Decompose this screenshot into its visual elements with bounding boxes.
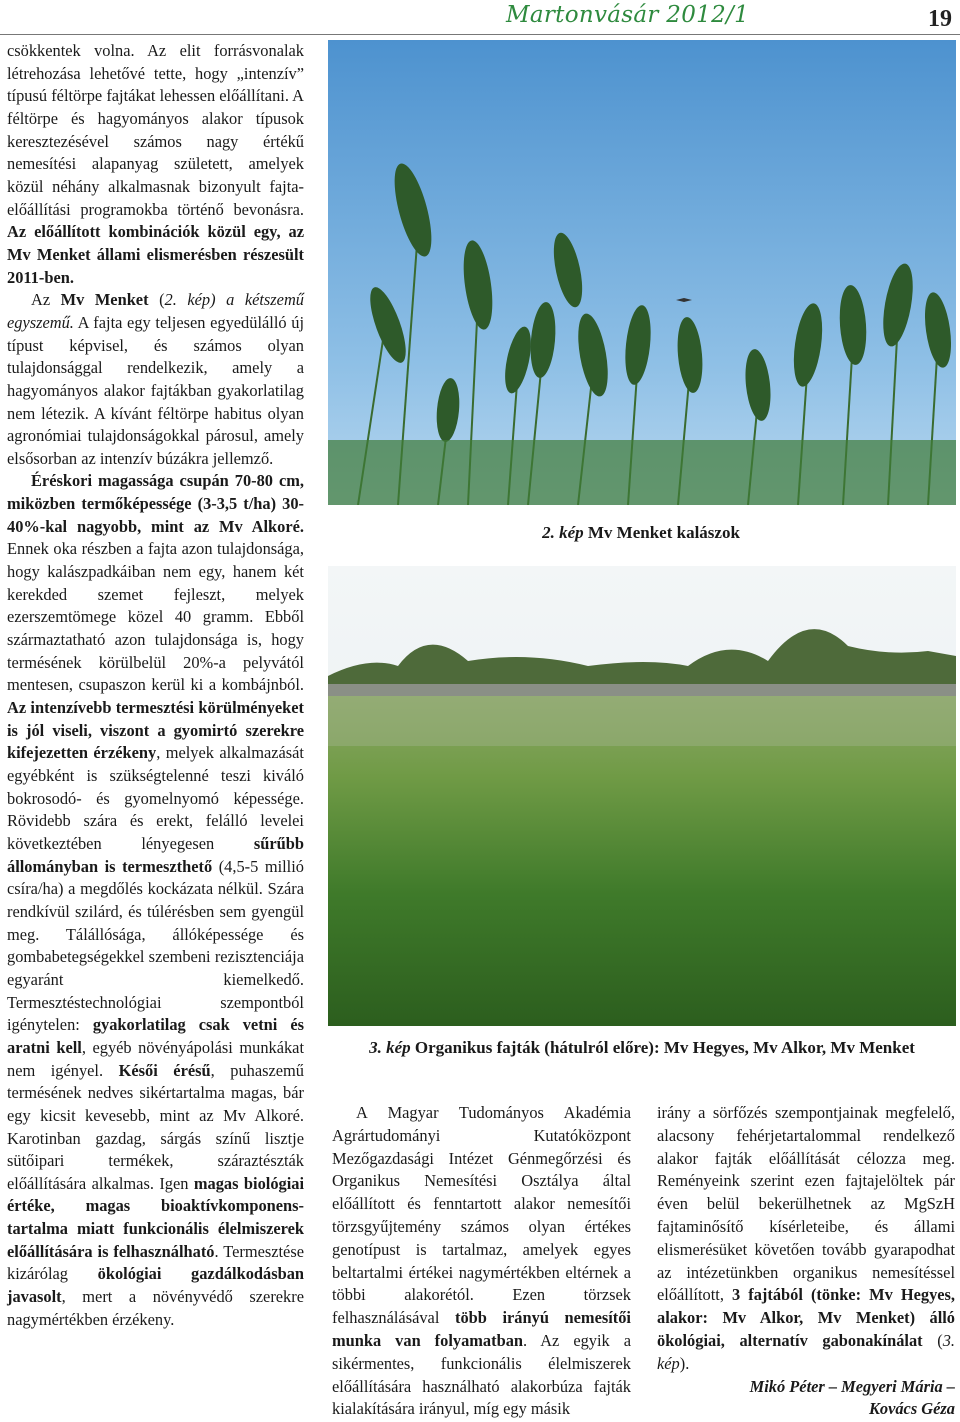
text-run: A Magyar Tudományos Akadémia Agrártudományi Kutatóközpont Mezőgazdasági Intézet Génmegőrzési és Organikus Nemesítési Osztálya által előállított és fenntartott alakor nemesítői törzsgyűjtemény számos olyan értékes genotípust is tartalmaz, amelyek egyes beltartalmi értékei nagymértékben eltérnek a többi alakorétól. Ezen törzsek felhasználásával bbox=[332, 1103, 631, 1328]
header-rule bbox=[0, 34, 960, 35]
wheat-spikes-image bbox=[328, 40, 956, 505]
text-run: (4,5-5 millió csíra/ha) a megdőlés kockázata nélkül. Szára rendkívül szilárd, és túlérésben sem gyengül meg. Tálállósága, állóképessége és gombabetegségekkel szembeni rezisztenciája egyaránt kiemelkedő. Termesztéstechnológiai szempontból igénytelen: bbox=[7, 856, 304, 1035]
text-run: irány a sörfőzés szempontjainak megfelelő, alacsony fehérjetartalommal rendelkező alakor fajták előállítását célozza meg. Reményeink szerint ezen fajtajelöltek pár éven belül bekerülhetnek az MgSzH fajtaminősítő kísérleteibe, és állami elismerésüket követően tovább gyarapodhat az intézetünkben organikus nemesítéssel előállított, bbox=[657, 1103, 955, 1305]
caption-number: 3. kép bbox=[369, 1038, 411, 1057]
magazine-title: Martonvásár 2012/1 bbox=[506, 2, 750, 28]
text-run: ). bbox=[679, 1353, 690, 1373]
bold-run: ökológiai gazdálkodásban javasolt bbox=[7, 1264, 305, 1307]
text-run: ( bbox=[148, 290, 165, 310]
caption-photo-3 bbox=[340, 1036, 944, 1059]
authors-line-1: Mikó Péter – Megyeri Mária – bbox=[749, 1376, 955, 1396]
page-number: 19 bbox=[928, 6, 952, 32]
photo-wheat-spikes bbox=[328, 40, 956, 505]
paragraph-2 bbox=[7, 289, 304, 470]
bold-run: 3 fajtából (tönke: Mv Hegyes, alakor: Mv Alkor, Mv Menket) álló ökológiai, alternatív gabonakínálat bbox=[657, 1285, 956, 1350]
text-run: Ennek oka részben a fajta azon tulajdonsága, hogy kalászpadkáiban nem egy, hanem két kerekded szemet fejleszt, melyek ezerszemtömege közel 40 gramm. Ebből származtatható azon tulajdonsága is, hogy termésének körülbelül 20%-a pelyvától mentesen, csupaszon kerül ki a kombájnból. bbox=[7, 539, 304, 695]
bold-run: Késői érésű bbox=[118, 1060, 211, 1080]
text-run: . Termesztése kizárólag bbox=[7, 1241, 304, 1284]
text-run: , melyek alkalmazását egyébként is szükségtelenné teszi kiváló bokrosodó- és gyomelnyomó képessége. Rövidebb szára és erekt, felálló levelei következtében lényegesen bbox=[7, 743, 304, 853]
text-run: ( bbox=[922, 1330, 943, 1350]
text-run: csökkentek volna. Az elit forrásvonalak létrehozása lehetővé tette, hogy „intenzív” típusú féltörpe fajtákat lehessen előállítani. A féltörpe és hagyományos alakor típusok keresztezésével számos nagy értékű nemesítési alapanyag született, amelyek közül néhány alkalmasnak bizonyult fajta-előállítási programokba történő bevonásra. bbox=[7, 41, 304, 219]
paragraph-1 bbox=[7, 40, 304, 289]
bold-run: Éréskori magassága csupán 70-80 cm, miközben termőképessége (3-3,5 t/ha) 30-40%-kal nagyobb, mint az Mv Alkoré. bbox=[7, 471, 304, 536]
text-run: A fajta egy teljesen egyedülálló új típust képvisel, és számos olyan tulajdonsággal rendelkezik, amely a hagyományos alakor fajtákban gyakorlatilag nem létezik. A kívánt féltörpe habitus olyan agronómiai tulajdonságokkal párosul, amely elsősorban az intenzív búzákra jellemző. bbox=[7, 312, 304, 468]
photo-organic-field bbox=[328, 566, 956, 1026]
bold-run: Az intenzívebb termesztési körülményeket is jól viseli, viszont a gyomirtó szerekre kifejezetten érzékeny bbox=[7, 698, 304, 763]
paragraph-5 bbox=[657, 1102, 955, 1376]
article-column-right bbox=[657, 1102, 955, 1421]
bold-run: több irányú nemesítői munka van folyamatban bbox=[332, 1308, 631, 1350]
italic-run: 3. kép bbox=[657, 1330, 955, 1373]
italic-run: 2. kép) a kétszemű egyszemű. bbox=[7, 290, 304, 332]
text-run: , mert a növényvédő szerekre nagymértékben érzékeny. bbox=[7, 1287, 304, 1329]
bold-run: gyakorlatilag csak vetni és aratni kell bbox=[7, 1015, 304, 1057]
caption-text: Organikus fajták (hátulról előre): Mv Hegyes, Mv Alkor, Mv Menket bbox=[410, 1038, 915, 1057]
bold-run: Mv Menket bbox=[60, 290, 149, 310]
text-run: , egyéb növényápolási munkákat nem igényel. bbox=[7, 1037, 305, 1080]
paragraph-3 bbox=[7, 470, 304, 1331]
caption-text: Mv Menket kalászok bbox=[583, 523, 740, 542]
text-run: , puhaszemű termésének nedves sikértartalma magas, bár egy kicsit kevesebb, mint az Mv Alkoré. Karotinban gazdag, sárgás színű lisztje sütőipari termékek, száraztészták előállítására alkalmas. Igen bbox=[7, 1060, 304, 1193]
bold-run: sűrűbb állományban is termeszthető bbox=[7, 833, 304, 876]
text-run: . Az egyik a sikérmentes, funkcionális élelmiszerek előállítására használható alakorbúza fajták kialakítására irányul, míg egy másik bbox=[332, 1330, 631, 1419]
authors-line-2: Kovács Géza bbox=[868, 1399, 955, 1419]
bold-run: magas biológiai értéke, magas bioaktívkomponens-tartalma miatt funkcionális élelmiszerek előállítására is felhasználható bbox=[7, 1173, 305, 1261]
bold-run: Az előállított kombinációk közül egy, az Mv Menket állami elismerésben részesült 2011-ben. bbox=[7, 222, 304, 287]
paragraph-4 bbox=[332, 1102, 631, 1421]
article-column-left bbox=[7, 40, 304, 1331]
caption-number: 2. kép bbox=[542, 523, 584, 542]
organic-field-image bbox=[328, 566, 956, 1026]
article-column-middle bbox=[332, 1102, 631, 1421]
caption-photo-2 bbox=[328, 521, 954, 544]
text-run: Az bbox=[31, 290, 61, 310]
